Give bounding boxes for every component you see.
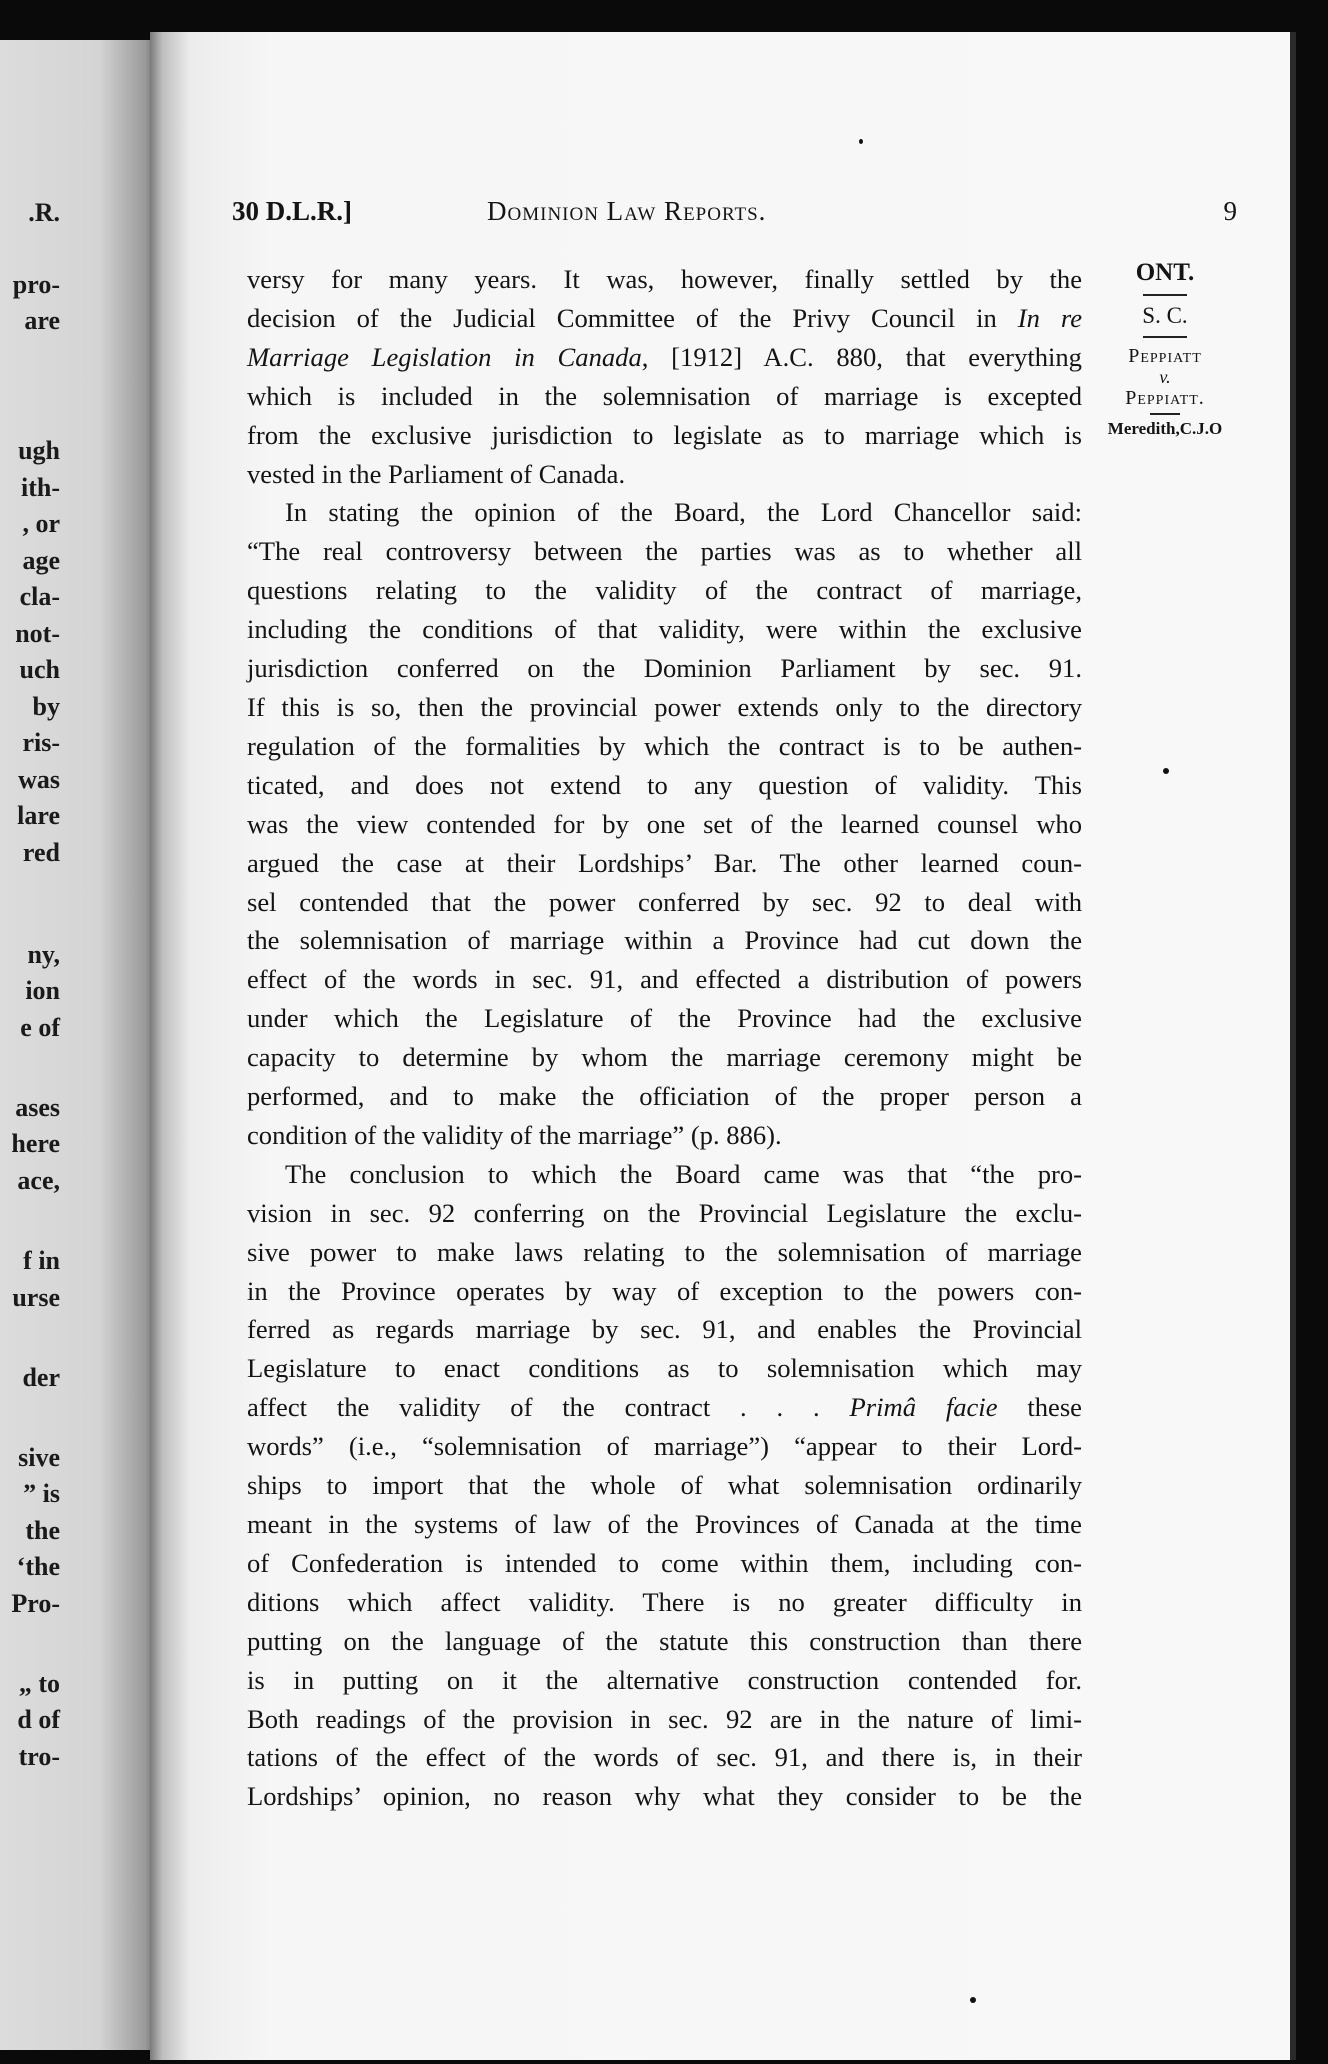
division-label: S. C. — [1142, 303, 1188, 328]
left-page-text-fragment: ith- — [21, 473, 60, 502]
left-page-text-fragment: „ to — [18, 1669, 60, 1698]
left-page-text-fragment: age — [22, 546, 60, 575]
left-page-text-fragment: ugh — [18, 436, 60, 465]
text-line: ditions which affect validity. There is no greater difficulty in — [247, 1586, 1082, 1617]
left-page-text-fragment: e of — [20, 1013, 60, 1042]
left-page-text-fragment: ” is — [23, 1479, 60, 1508]
left-page-text-fragment: by — [32, 692, 60, 721]
divider — [1143, 336, 1187, 338]
text-line: under which the Legislature of the Province had the exclusive — [247, 1003, 1082, 1034]
text-line: ships to import that the whole of what solemnisation ordinarily — [247, 1470, 1082, 1501]
text-line: performed, and to make the officiation of the proper person a — [247, 1081, 1082, 1112]
left-page-text-fragment: ases — [15, 1093, 60, 1122]
text-line: of Confederation is intended to come within them, including con- — [247, 1547, 1082, 1578]
left-page-text-fragment: tro- — [18, 1742, 60, 1771]
text-line: capacity to determine by whom the marriage ceremony might be — [247, 1042, 1082, 1073]
left-page-text-fragment: ris- — [22, 728, 60, 757]
left-page-text-fragment: , or — [22, 509, 60, 538]
text-line: was the view contended for by one set of the learned counsel who — [247, 808, 1082, 839]
text-line: from the exclusive jurisdiction to legislate as to marriage which is — [247, 419, 1082, 450]
page-number: 9 — [1223, 196, 1237, 226]
text-line: Both readings of the provision in sec. 92 are in the nature of limi- — [247, 1703, 1082, 1734]
case-margin-note — [1090, 258, 1240, 439]
left-page-text-fragment: ‘the — [16, 1552, 60, 1581]
court-label: ONT. — [1135, 259, 1195, 286]
speck-mark — [1163, 768, 1169, 774]
body-text — [247, 260, 1082, 1816]
left-page-text-fragment: ny, — [27, 940, 60, 969]
left-page-text-fragment: are — [24, 306, 60, 335]
running-header — [232, 196, 1237, 236]
left-page-text-fragment: not- — [15, 619, 60, 648]
left-page-text-fragment: .R. — [28, 198, 60, 227]
left-page-text-fragment: pro- — [12, 270, 60, 299]
volume-label: 30 D.L.R.] — [232, 196, 352, 226]
text-line: affect the validity of the contract . . . Primâ facie these — [247, 1392, 1082, 1423]
judge-label: Meredith,C.J.O — [1107, 418, 1223, 438]
text-line: tations of the effect of the words of sec. 91, and there is, in their — [247, 1742, 1082, 1773]
publication-title: Dominion Law Reports. — [487, 196, 767, 226]
text-line: In stating the opinion of the Board, the Lord Chancellor said: — [285, 497, 1082, 528]
text-line: The conclusion to which the Board came was that “the pro- — [285, 1158, 1082, 1189]
left-page-text-fragment: Pro- — [11, 1589, 60, 1618]
text-line: questions relating to the validity of the contract of marriage, — [247, 575, 1082, 606]
speck-mark — [859, 139, 863, 144]
party-one: Peppiatt — [1128, 344, 1202, 367]
left-page-text-fragment: here — [11, 1129, 60, 1158]
text-line: sel contended that the power conferred by sec. 92 to deal with — [247, 886, 1082, 917]
text-line: sive power to make laws relating to the solemnisation of marriage — [247, 1236, 1082, 1267]
text-line: Marriage Legislation in Canada, [1912] A.C. 880, that everything — [247, 341, 1082, 372]
text-line: which is included in the solemnisation of marriage is excepted — [247, 380, 1082, 411]
text-line: ticated, and does not extend to any question of validity. This — [247, 769, 1082, 800]
text-line: argued the case at their Lordships’ Bar. The other learned coun- — [247, 847, 1082, 878]
text-line: decision of the Judicial Committee of the Privy Council in In re — [247, 302, 1083, 333]
left-page-text-fragment: d of — [17, 1705, 60, 1734]
text-line: ferred as regards marriage by sec. 91, and enables the Provincial — [247, 1314, 1082, 1345]
text-line: the solemnisation of marriage within a Province had cut down the — [247, 925, 1082, 956]
left-page-text-fragment: sive — [18, 1443, 60, 1472]
text-line: versy for many years. It was, however, finally settled by the — [247, 264, 1082, 294]
versus-label: v. — [1159, 366, 1171, 387]
left-page-edge — [0, 40, 165, 2050]
left-page-text-fragment: ion — [25, 976, 60, 1005]
left-page-text-fragment: urse — [12, 1283, 60, 1312]
left-page-text-fragment: red — [22, 838, 60, 867]
left-page-text-fragment: the — [25, 1516, 60, 1545]
text-line: Lordships’ opinion, no reason why what they consider to be the — [247, 1781, 1082, 1812]
left-page-text-fragment: cla- — [19, 582, 60, 611]
text-line: meant in the systems of law of the Provinces of Canada at the time — [247, 1509, 1082, 1539]
left-page-text-fragment: uch — [19, 655, 60, 684]
left-page-text-fragment: lare — [17, 801, 60, 830]
speck-mark — [970, 1997, 976, 2003]
divider — [1143, 294, 1187, 296]
divider — [1150, 413, 1180, 415]
text-line: regulation of the formalities by which the contract is to be authen- — [247, 730, 1082, 761]
left-page-text-fragment: f in — [23, 1246, 60, 1275]
text-line: putting on the language of the statute this construction than there — [247, 1625, 1082, 1656]
left-page-text-fragment: ace, — [17, 1166, 60, 1195]
text-line: condition of the validity of the marriage” (p. 886). — [247, 1119, 782, 1150]
left-page-text-fragment: der — [22, 1363, 60, 1392]
left-page-text-fragment: was — [18, 765, 60, 794]
text-line: vision in sec. 92 conferring on the Provincial Legislature the exclu- — [247, 1197, 1082, 1228]
text-line: in the Province operates by way of exception to the powers con- — [247, 1275, 1082, 1306]
party-two: Peppiatt. — [1125, 386, 1205, 409]
text-line: “The real controversy between the parties was as to whether all — [247, 536, 1082, 567]
text-line: effect of the words in sec. 91, and effected a distribution of powers — [247, 964, 1082, 995]
text-line: If this is so, then the provincial power extends only to the directory — [247, 691, 1082, 722]
text-line: vested in the Parliament of Canada. — [247, 458, 626, 489]
text-line: jurisdiction conferred on the Dominion Parliament by sec. 91. — [247, 653, 1082, 684]
text-line: Legislature to enact conditions as to solemnisation which may — [247, 1353, 1082, 1384]
text-line: words” (i.e., “solemnisation of marriage”) “appear to their Lord- — [247, 1431, 1082, 1462]
text-line: is in putting on it the alternative construction contended for. — [247, 1664, 1082, 1695]
text-line: including the conditions of that validity, were within the exclusive — [247, 614, 1082, 645]
